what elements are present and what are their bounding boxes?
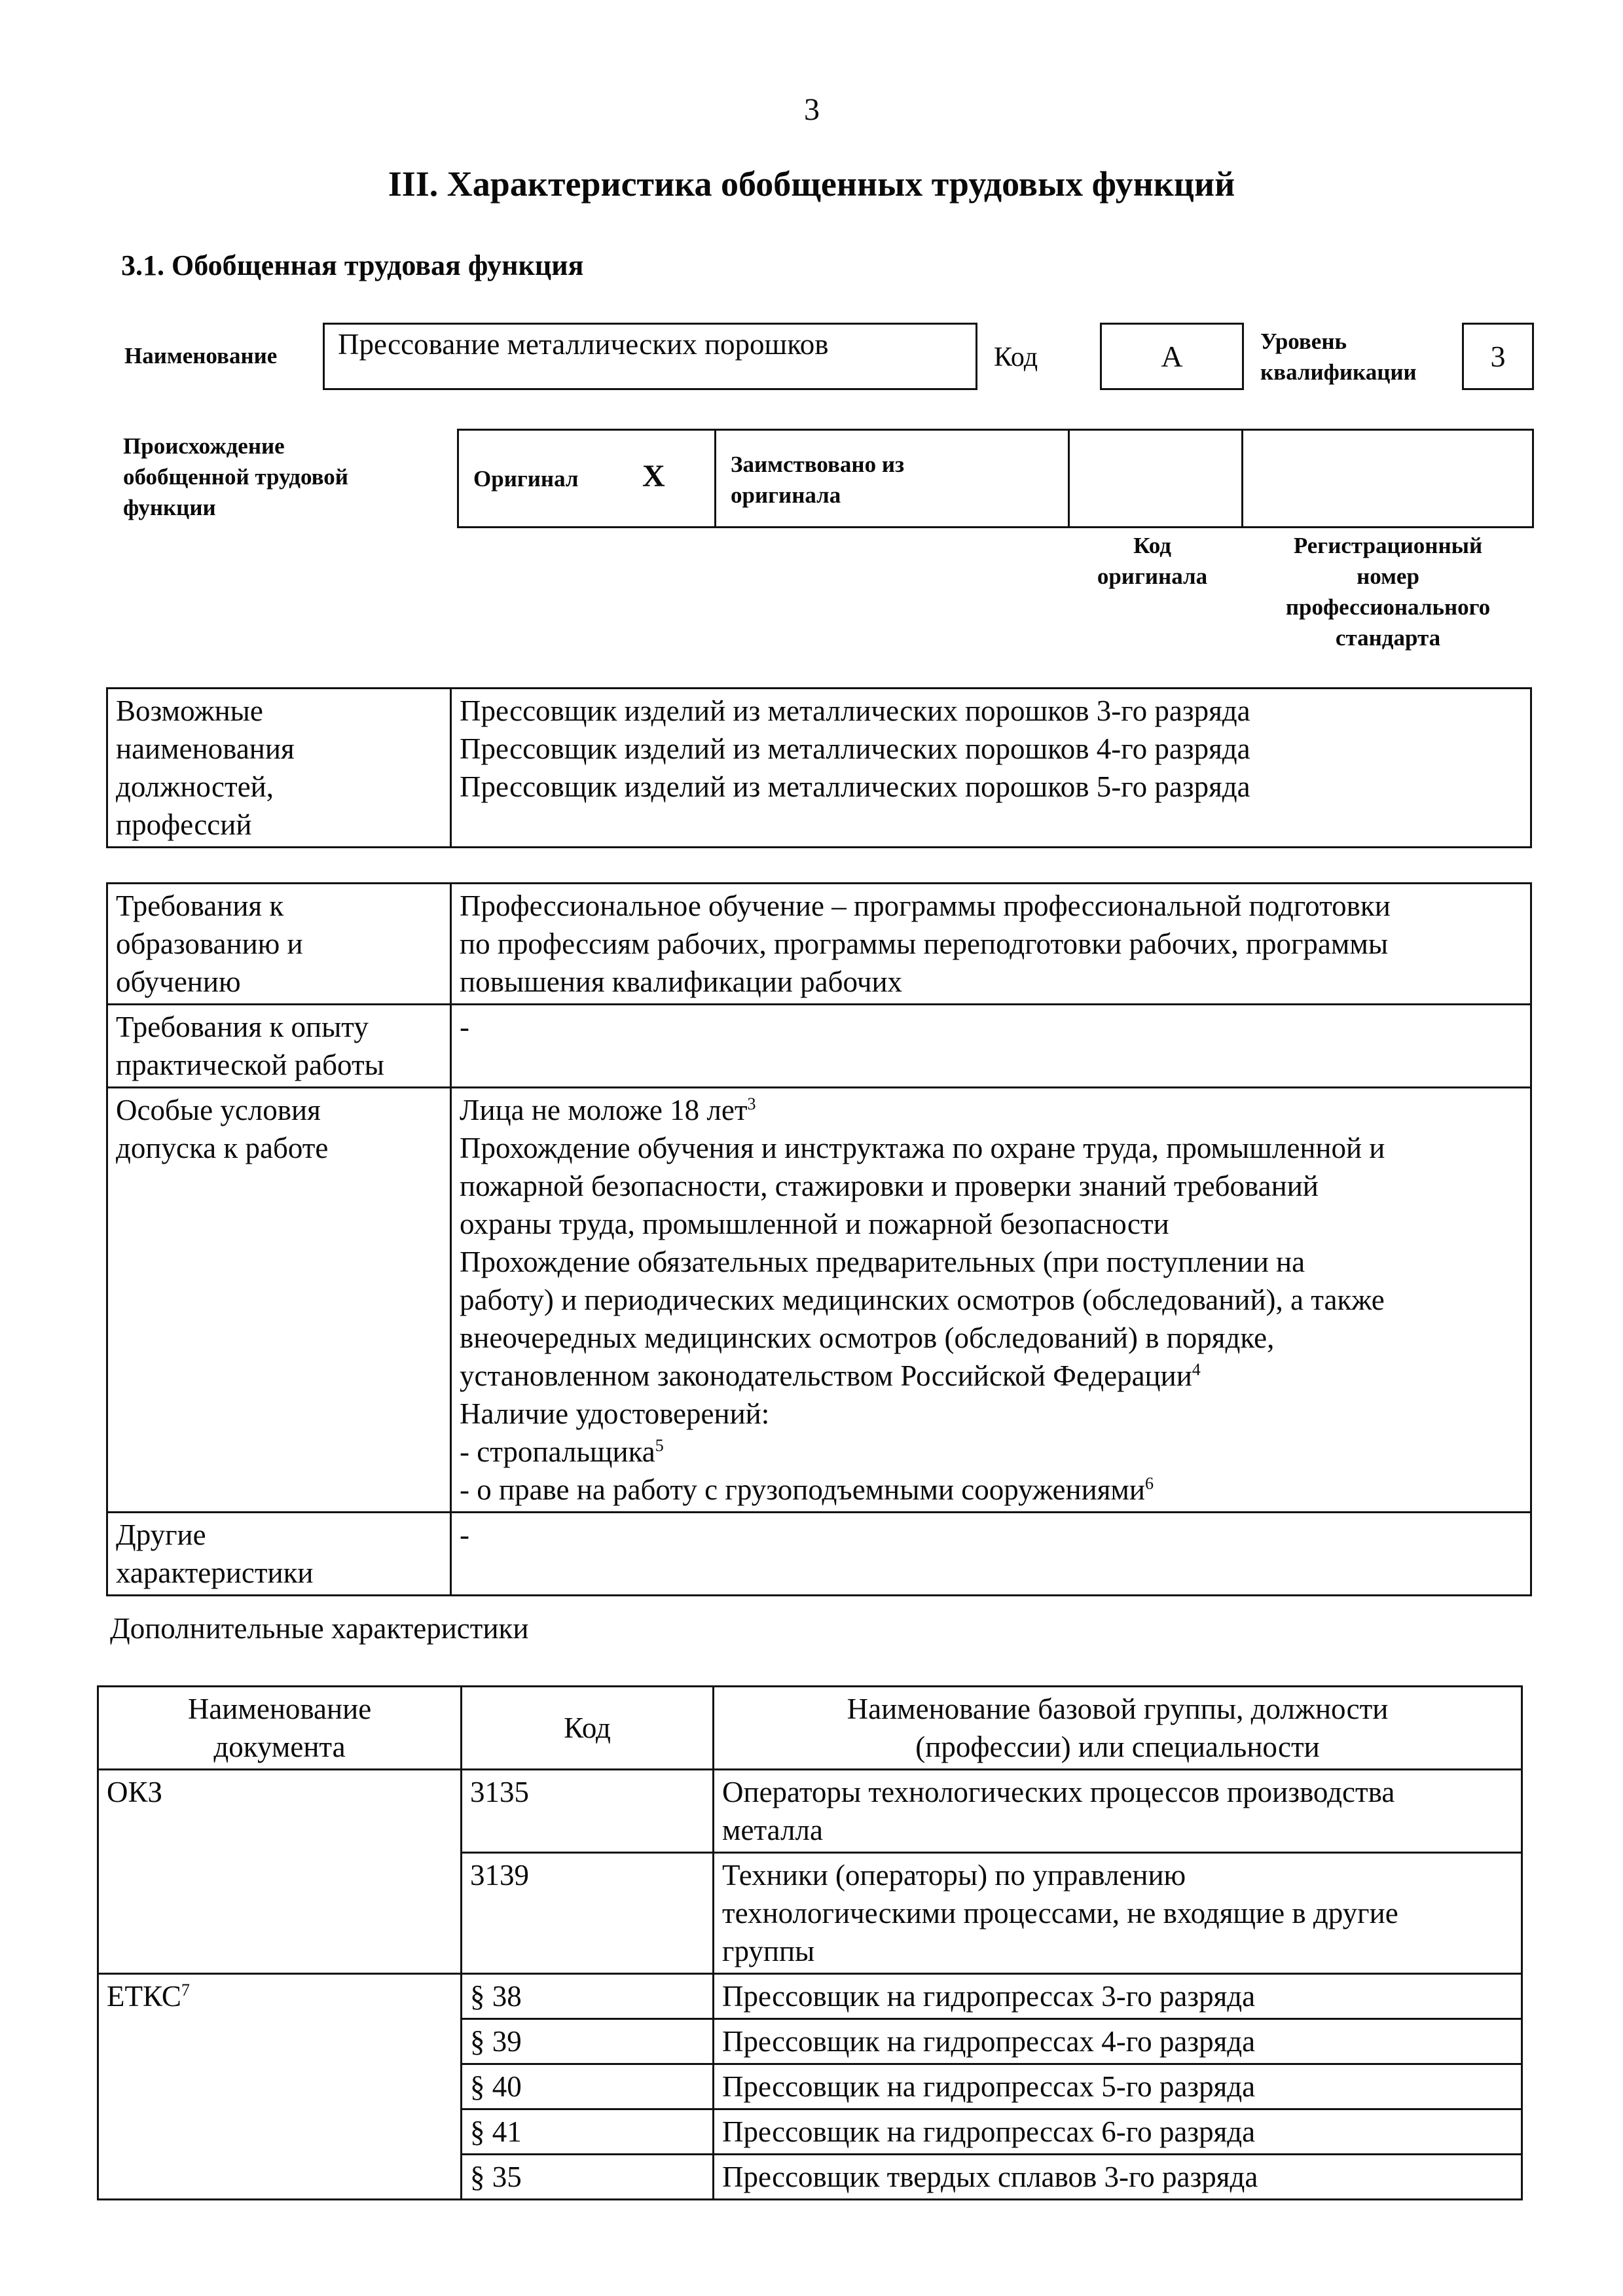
okz-name-line: группы — [722, 1935, 815, 1967]
code-value-box — [1100, 323, 1244, 390]
etks-label-cell — [98, 1974, 462, 2200]
table-row — [98, 1770, 1522, 1853]
section-title: III. Характеристика обобщенных трудовых функций — [388, 164, 1235, 204]
okz-name-cell — [714, 1853, 1522, 1974]
origin-label-line-3: функции — [123, 495, 216, 520]
original-mark: X — [642, 459, 665, 493]
level-label-line-2: квалификации — [1260, 359, 1417, 385]
col-header-name — [714, 1687, 1522, 1770]
education-value-line: Профессиональное обучение – программы профессиональной подготовки — [460, 889, 1391, 922]
origin-table — [457, 429, 1534, 528]
subsection-title: 3.1. Обобщенная трудовая функция — [121, 249, 584, 281]
etks-name-cell: Прессовщик на гидропрессах 6-го разряда — [714, 2109, 1522, 2155]
positions-label-line: Возможные — [116, 694, 263, 727]
reg-caption-line-3: профессионального — [1285, 594, 1491, 620]
etks-name-cell: Прессовщик на гидропрессах 5-го разряда — [714, 2064, 1522, 2109]
borrowed-label — [731, 449, 904, 511]
okz-name-cell — [714, 1770, 1522, 1853]
experience-value-cell: - — [451, 1005, 1531, 1088]
origin-divider-1 — [714, 431, 716, 526]
education-label-line: Требования к — [116, 889, 284, 922]
experience-label-cell — [107, 1005, 451, 1088]
other-row — [107, 1513, 1531, 1596]
positions-table — [106, 687, 1532, 848]
code-value: A — [1161, 340, 1183, 373]
education-label-cell — [107, 884, 451, 1005]
education-label-line: образованию и — [116, 927, 303, 960]
special-line-text: - о праве на работу с грузоподъемными сооружениями — [460, 1473, 1145, 1506]
code-caption-line-1: Код — [1133, 533, 1171, 558]
okz-code-cell: 3139 — [462, 1853, 714, 1974]
name-value-box — [323, 323, 977, 390]
footnote-ref: 5 — [655, 1436, 664, 1455]
code-original-caption — [1067, 530, 1237, 592]
positions-label-line: профессий — [116, 808, 252, 841]
etks-name-cell: Прессовщик твердых сплавов 3-го разряда — [714, 2155, 1522, 2200]
other-label-line: Другие — [116, 1518, 206, 1551]
name-label: Наименование — [124, 343, 278, 368]
additional-title: Дополнительные характеристики — [110, 1612, 529, 1645]
special-line-text: - стропальщика — [460, 1435, 655, 1468]
footnote-ref: 6 — [1144, 1474, 1154, 1493]
special-line-text: установленном законодательством Российской Федерации — [460, 1359, 1192, 1392]
col-header-code: Код — [462, 1687, 714, 1770]
special-line — [460, 1433, 1522, 1471]
special-line: работу) и периодических медицинских осмотров (обследований), а также — [460, 1283, 1385, 1316]
origin-label-line-2: обобщенной трудовой — [123, 464, 348, 490]
special-line — [460, 1357, 1522, 1395]
special-label-line: допуска к работе — [116, 1132, 329, 1164]
col-header-line: документа — [213, 1731, 346, 1763]
positions-label-line: наименования — [116, 732, 295, 765]
requirements-table — [106, 882, 1532, 1596]
okz-name-line: металла — [722, 1814, 823, 1846]
special-conditions-row — [107, 1088, 1531, 1513]
special-line — [460, 1471, 1522, 1509]
education-value-line: повышения квалификации рабочих — [460, 965, 903, 998]
col-header-line: (профессии) или специальности — [915, 1731, 1320, 1763]
experience-label-line: практической работы — [116, 1049, 384, 1081]
special-label-cell — [107, 1088, 451, 1513]
other-label-line: характеристики — [116, 1556, 314, 1589]
okz-name-line: технологическими процессами, не входящие в другие — [722, 1897, 1398, 1929]
education-value-line: по профессиям рабочих, программы переподготовки рабочих, программы — [460, 927, 1389, 960]
okz-label-cell: ОКЗ — [98, 1770, 462, 1974]
etks-name-cell: Прессовщик на гидропрессах 4-го разряда — [714, 2019, 1522, 2064]
position-item: Прессовщик изделий из металлических порошков 3-го разряда — [460, 694, 1250, 727]
positions-label-cell — [107, 689, 451, 848]
code-caption-line-2: оригинала — [1097, 564, 1208, 589]
col-header-line: Наименование базовой группы, должности — [847, 1693, 1389, 1725]
special-line: пожарной безопасности, стажировки и проверки знаний требований — [460, 1170, 1319, 1202]
origin-divider-3 — [1241, 431, 1243, 526]
etks-name-cell: Прессовщик на гидропрессах 3-го разряда — [714, 1974, 1522, 2019]
okz-name-line: Операторы технологических процессов производства — [722, 1776, 1395, 1808]
special-line: Наличие удостоверений: — [460, 1397, 770, 1430]
special-line: Прохождение обязательных предварительных (при поступлении на — [460, 1246, 1305, 1278]
okz-name-line: Техники (операторы) по управлению — [722, 1859, 1186, 1892]
etks-code-cell: § 40 — [462, 2064, 714, 2109]
positions-row — [107, 689, 1531, 848]
position-item: Прессовщик изделий из металлических порошков 4-го разряда — [460, 732, 1250, 765]
origin-label-line-1: Происхождение — [123, 433, 285, 459]
additional-header-row — [98, 1687, 1522, 1770]
special-line: Прохождение обучения и инструктажа по охране труда, промышленной и — [460, 1132, 1385, 1164]
okz-code-cell: 3135 — [462, 1770, 714, 1853]
original-label: Оригинал — [473, 466, 579, 492]
special-line: внеочередных медицинских осмотров (обследований) в порядке, — [460, 1321, 1275, 1354]
name-value: Прессование металлических порошков — [338, 328, 829, 361]
etks-code-cell: § 38 — [462, 1974, 714, 2019]
code-label: Код — [994, 342, 1038, 372]
special-line — [460, 1091, 1522, 1129]
other-label-cell — [107, 1513, 451, 1596]
positions-label-line: должностей, — [116, 770, 274, 803]
footnote-ref: 3 — [747, 1094, 756, 1113]
level-label-line-1: Уровень — [1260, 329, 1347, 354]
col-header-line: Наименование — [187, 1693, 372, 1725]
positions-value-cell — [451, 689, 1531, 848]
additional-table — [97, 1685, 1523, 2200]
experience-label-line: Требования к опыту — [116, 1011, 369, 1043]
etks-label: ЕТКС — [107, 1980, 181, 2013]
position-item: Прессовщик изделий из металлических порошков 5-го разряда — [460, 770, 1250, 803]
borrowed-label-line-2: оригинала — [731, 482, 841, 508]
reg-caption-line-2: номер — [1357, 564, 1419, 589]
special-label-line: Особые условия — [116, 1094, 321, 1126]
special-value-cell — [451, 1088, 1531, 1513]
origin-divider-2 — [1068, 431, 1070, 526]
origin-label — [123, 431, 348, 523]
borrowed-label-line-1: Заимствовано из — [731, 452, 905, 477]
reg-number-caption — [1244, 530, 1532, 653]
level-value: 3 — [1490, 340, 1506, 373]
etks-code-cell: § 39 — [462, 2019, 714, 2064]
special-line: охраны труда, промышленной и пожарной безопасности — [460, 1208, 1169, 1240]
footnote-ref: 7 — [181, 1981, 190, 2000]
experience-row — [107, 1005, 1531, 1088]
other-value-cell: - — [451, 1513, 1531, 1596]
education-label-line: обучению — [116, 965, 241, 998]
table-row — [98, 1974, 1522, 2019]
etks-code-cell: § 35 — [462, 2155, 714, 2200]
footnote-ref: 4 — [1192, 1360, 1201, 1379]
col-header-document — [98, 1687, 462, 1770]
reg-caption-line-1: Регистрационный — [1293, 533, 1483, 558]
education-value-cell — [451, 884, 1531, 1005]
page-number: 3 — [804, 92, 820, 127]
education-row — [107, 884, 1531, 1005]
etks-code-cell: § 41 — [462, 2109, 714, 2155]
level-value-box — [1462, 323, 1534, 390]
special-line-text: Лица не моложе 18 лет — [460, 1094, 748, 1126]
reg-caption-line-4: стандарта — [1335, 625, 1441, 651]
level-label — [1260, 326, 1417, 387]
